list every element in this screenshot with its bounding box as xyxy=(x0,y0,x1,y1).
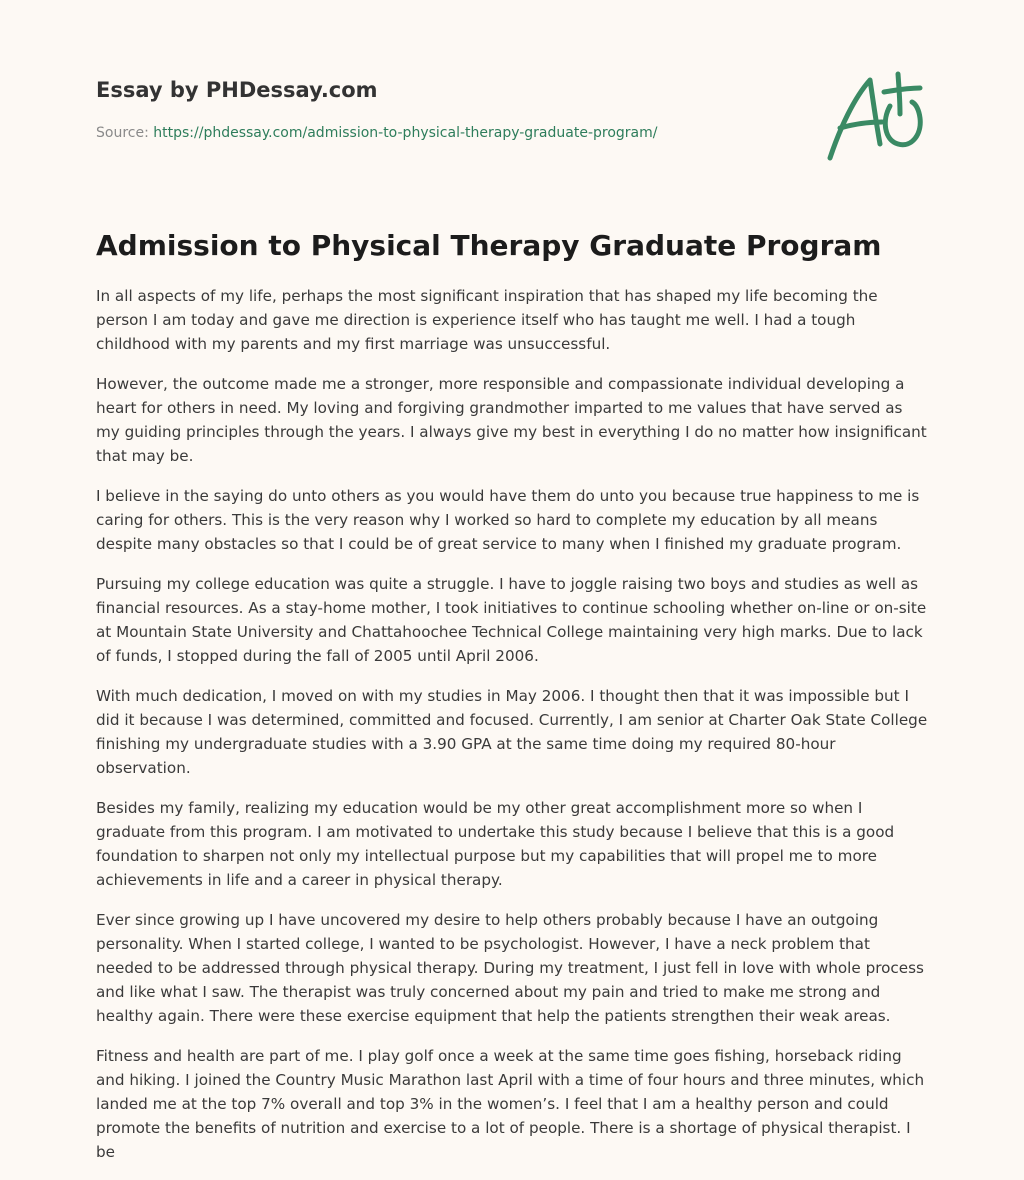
source-label: Source: xyxy=(96,125,149,141)
source-link[interactable]: https://phdessay.com/admission-to-physical-therapy-graduate-program/ xyxy=(153,125,658,141)
essay-paragraph: Pursuing my college education was quite a struggle. I have to joggle raising two boys and studies as well as financial resources. As a stay-home mother, I took initiatives to continue schooling whether on-line or on-site at Mountain State University and Chattahoochee Technical College maintaining very high marks. Due to lack of funds, I stopped during the fall of 2005 until April 2006. xyxy=(96,575,927,665)
essay-paragraph: Besides my family, realizing my education would be my other great accomplishment more so when I graduate from this program. I am motivated to undertake this study because I believe that this is a good foundation to sharpen not only my intellectual purpose but my capabilities that will propel me to more achievements in life and a career in physical therapy. xyxy=(96,799,895,889)
site-brand: Essay by PHDessay.com xyxy=(96,78,378,102)
a-plus-grade-icon xyxy=(820,66,930,166)
essay-title: Admission to Physical Therapy Graduate Program xyxy=(96,229,882,262)
essay-paragraph: Fitness and health are part of me. I play golf once a week at the same time goes fishing, horseback riding and hiking. I joined the Country Music Marathon last April with a time of four hours and three minutes, which landed me at the top 7% overall and top 3% in the women’s. I feel that I am a healthy person and could promote the benefits of nutrition and exercise to a lot of people. There is a shortage of physical therapist. I be xyxy=(96,1047,925,1161)
essay-paragraph: With much dedication, I moved on with my studies in May 2006. I thought then that it was impossible but I did it because I was determined, committed and focused. Currently, I am senior at Charter Oak State College finishing my undergraduate studies with a 3.90 GPA at the same time doing my required 80-hour observation. xyxy=(96,687,928,777)
essay-header xyxy=(96,76,796,143)
source-line xyxy=(96,123,796,143)
essay-paragraph: Ever since growing up I have uncovered my desire to help others probably because I have an outgoing personality. When I started college, I wanted to be psychologist. However, I have a neck problem that needed to be addressed through physical therapy. During my treatment, I just fell in love with whole process and like what I saw. The therapist was truly concerned about my pain and tried to make me strong and healthy again. There were these exercise equipment that help the patients strengthen their weak areas. xyxy=(96,911,924,1025)
essay-paragraph: However, the outcome made me a stronger, more responsible and compassionate individual developing a heart for others in need. My loving and forgiving grandmother imparted to me values that have served as my guiding principles through the years. I always give my best in everything I do no matter how insignificant that may be. xyxy=(96,375,927,465)
essay-body xyxy=(96,284,928,1180)
essay-paragraph: I believe in the saying do unto others as you would have them do unto you because true happiness to me is caring for others. This is the very reason why I worked so hard to complete my education by all means despite many obstacles so that I could be of great service to many when I finished my graduate program. xyxy=(96,487,920,553)
essay-paragraph: In all aspects of my life, perhaps the most significant inspiration that has shaped my life becoming the person I am today and gave me direction is experience itself who has taught me well. I had a tough childhood with my parents and my first marriage was unsuccessful. xyxy=(96,287,878,353)
